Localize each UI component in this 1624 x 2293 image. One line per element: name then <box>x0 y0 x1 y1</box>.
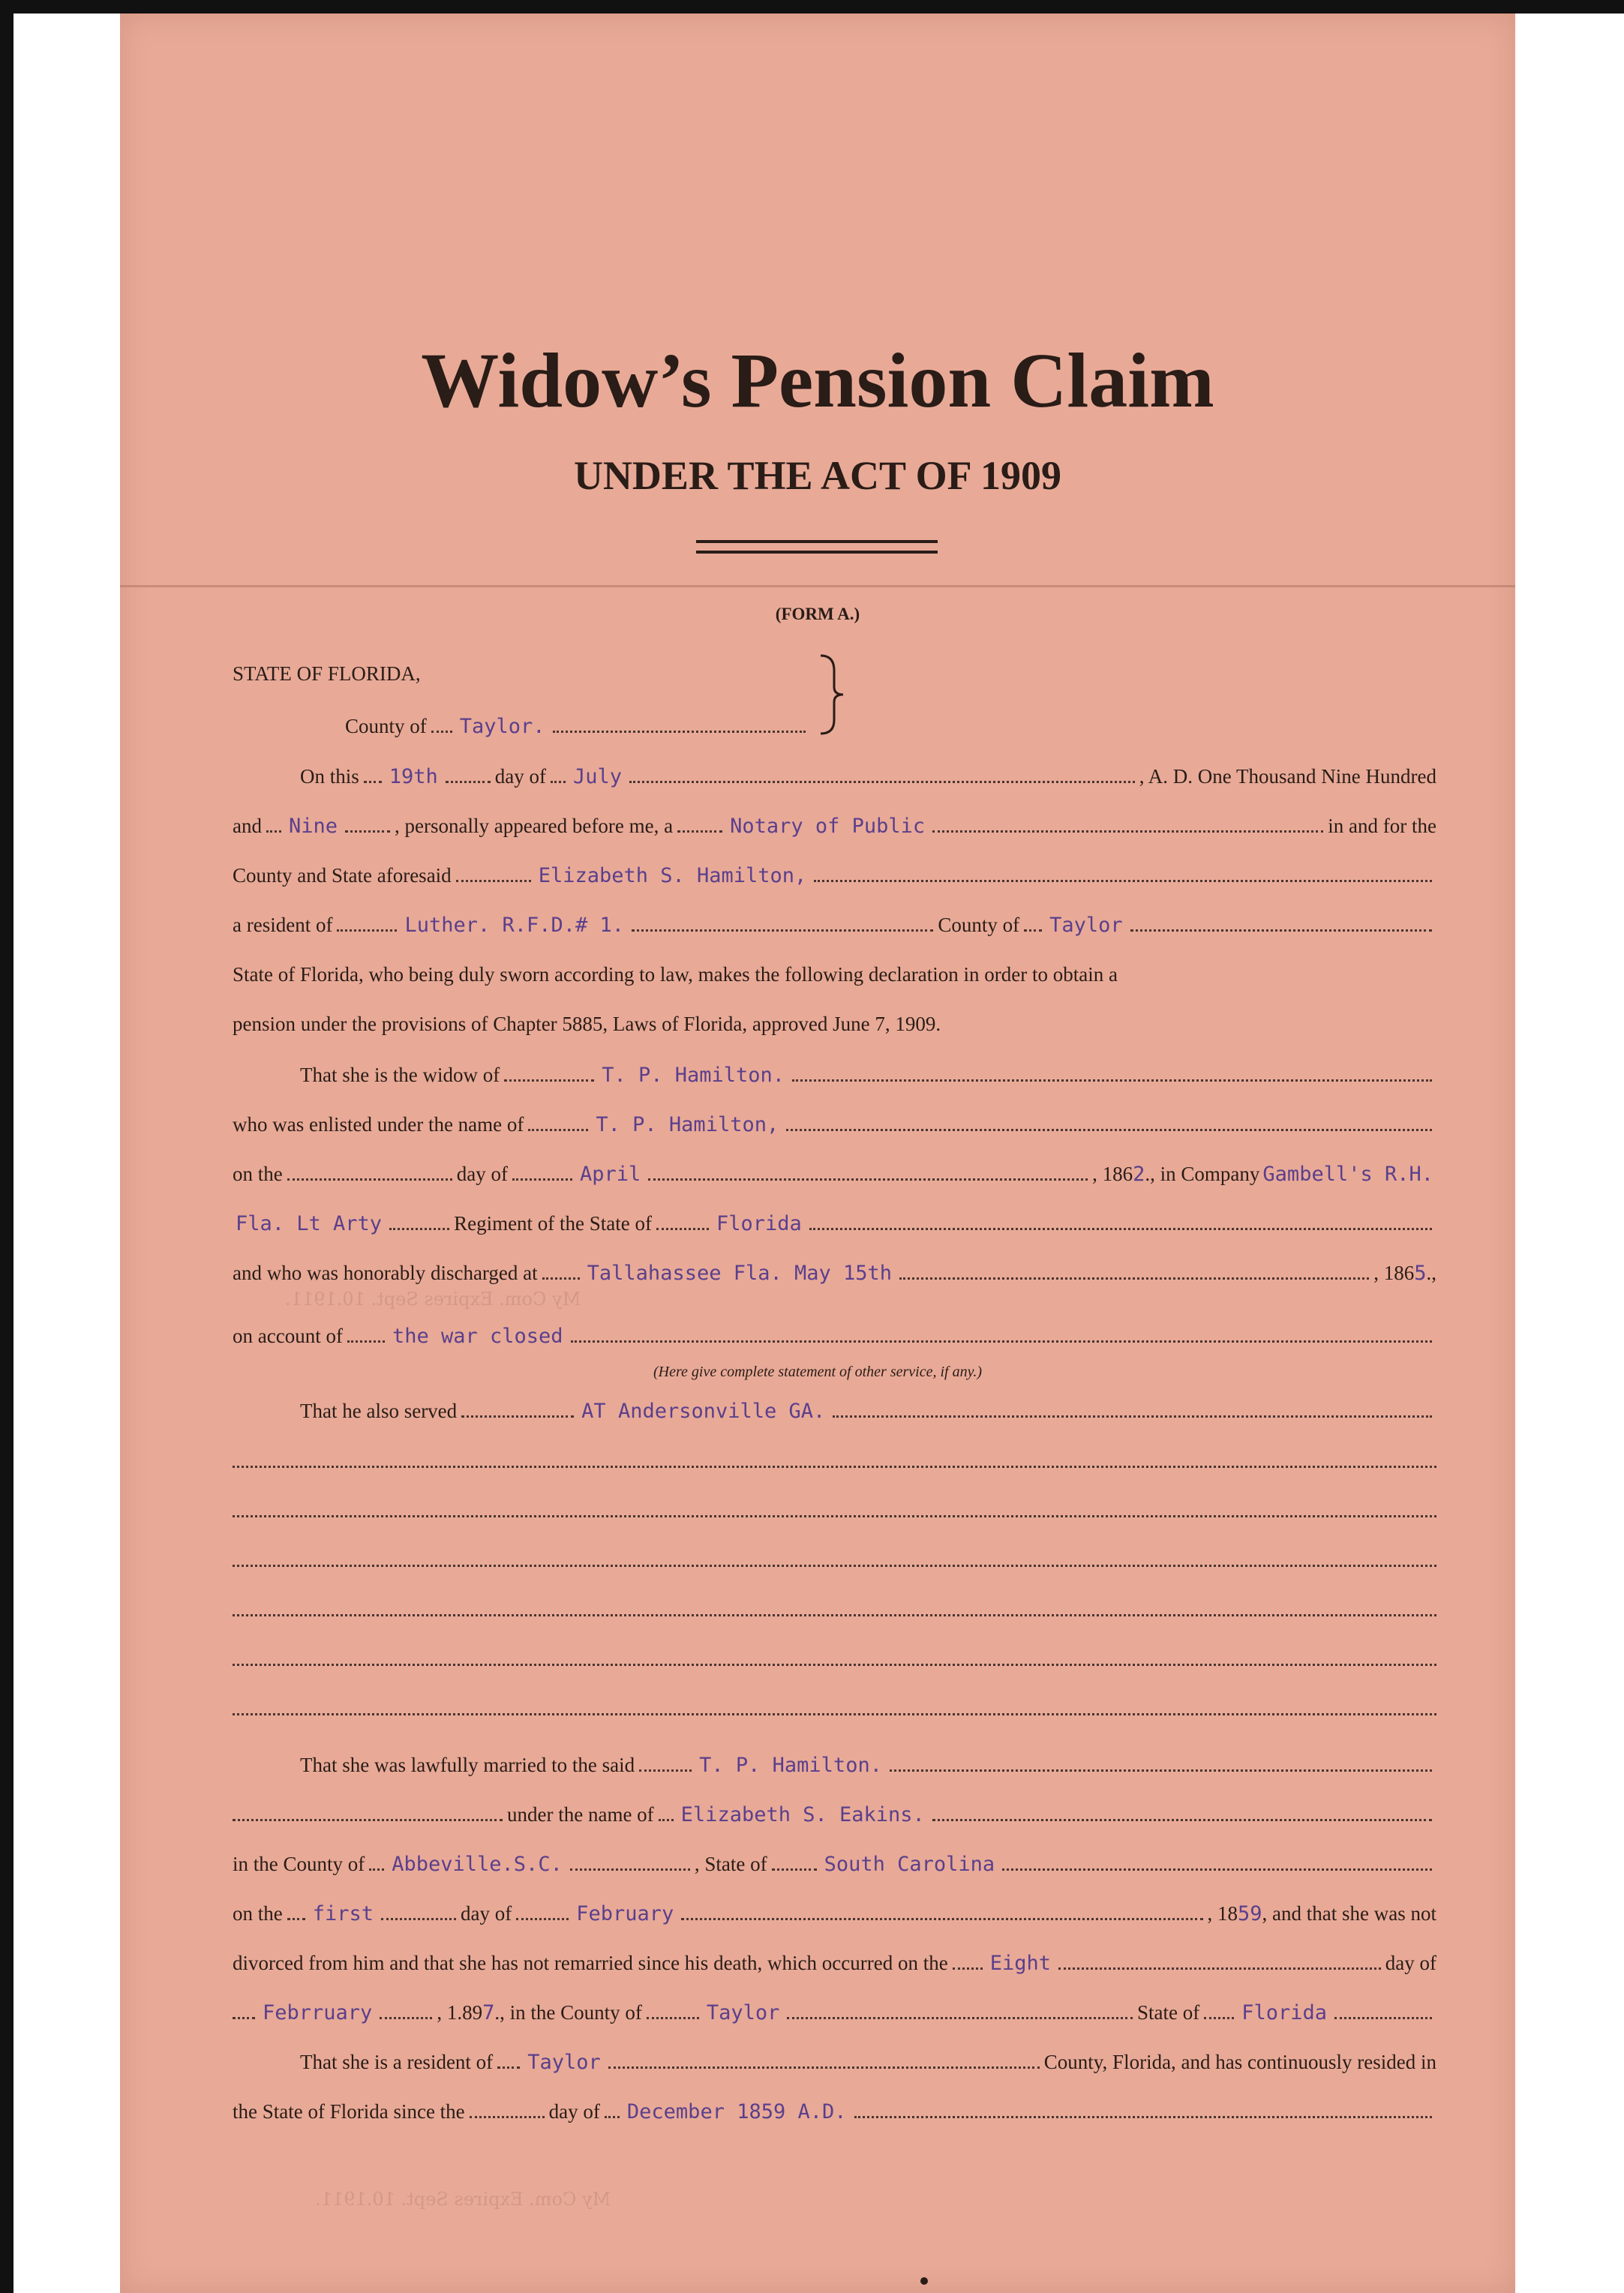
residence-value: Luther. R.F.D.# 1. <box>404 914 625 937</box>
death-state-value: Florida <box>1241 2001 1327 2024</box>
ink-dot <box>920 2277 928 2285</box>
blank-line-4 <box>233 1614 1436 1616</box>
year-value: Nine <box>288 815 338 838</box>
residency-county-value: Taylor <box>527 2051 601 2074</box>
county-value: Taylor. <box>459 715 545 738</box>
discharge-value: Tallahassee Fla. May 15th <box>587 1262 893 1285</box>
blank-line-6 <box>233 1713 1436 1715</box>
husband-value: T. P. Hamilton. <box>602 1064 785 1087</box>
day-value: 19th <box>389 765 438 788</box>
enlist-year-value: 2 <box>1133 1163 1145 1186</box>
form-label: (FORM A.) <box>775 605 860 623</box>
affidavit-line-1: On this 19th day of July , A. D. One Thousand Nine Hundred <box>300 765 1436 788</box>
also-served-line: That he also served AT Andersonville GA. <box>300 1400 1436 1433</box>
service-line-1: That she is the widow of T. P. Hamilton. <box>300 1064 1436 1097</box>
blank-line-3 <box>233 1565 1436 1567</box>
marriage-line-5: divorced from him and that she has not remarried since his death, which occurred on the Eight day of <box>233 1952 1436 1975</box>
bleed-through-text: My Com. Expires Sept. 10.1911. <box>285 1289 581 1310</box>
blank-line-2 <box>233 1515 1436 1517</box>
service-line-6: on account of the war closed <box>233 1325 1436 1358</box>
pension-form-page <box>120 14 1515 2293</box>
bleed-through-text-bottom: My Com. Expires Sept. 10.1911. <box>315 2189 611 2210</box>
maiden-name-value: Elizabeth S. Eakins. <box>680 1803 925 1826</box>
service-line-3: on the day of April , 186 2 ., in Company Gambell's R.H. <box>233 1163 1433 1186</box>
title-rule-bottom <box>696 551 938 554</box>
death-month-value: Febrruary <box>263 2001 373 2024</box>
residency-since-value: December 1859 A.D. <box>626 2100 847 2123</box>
residency-line-1: That she is a resident of Taylor County, Florida, and has continuously resided in <box>300 2051 1436 2074</box>
service-line-4: Fla. Lt Arty Regiment of the State of Florida <box>233 1212 1436 1245</box>
paper-fold-line <box>120 585 1515 587</box>
form-subtitle: UNDER THE ACT OF 1909 <box>573 453 1062 498</box>
state-line <box>233 662 758 695</box>
scan-left-border <box>0 0 14 2293</box>
enlist-month-value: April <box>579 1163 641 1186</box>
service-state-value: Florida <box>716 1212 802 1235</box>
marriage-line-2: under the name of Elizabeth S. Eakins. <box>233 1803 1436 1836</box>
discharge-year-value: 5 <box>1414 1262 1427 1285</box>
marriage-line-6: Febrruary , 1.89 7 ., in the County of Taylor State of Florida <box>233 2001 1436 2034</box>
residency-line-2: the State of Florida since the day of December 1859 A.D. <box>233 2100 1436 2133</box>
company-value: Gambell's R.H. <box>1262 1163 1433 1186</box>
reason-value: the war closed <box>392 1325 563 1348</box>
marriage-county-value: Abbeville.S.C. <box>392 1853 563 1876</box>
marriage-day-value: first <box>312 1902 374 1925</box>
death-day-value: Eight <box>989 1952 1051 1975</box>
marriage-line-4: on the first day of February , 18 59 , and that she was not <box>233 1902 1436 1925</box>
venue-brace <box>818 653 848 737</box>
enlisted-value: T. P. Hamilton, <box>596 1113 779 1136</box>
affidavit-line-4: a resident of Luther. R.F.D.# 1. County of Taylor <box>233 914 1436 947</box>
death-year-value: 7 <box>482 2001 495 2024</box>
title-rule-top <box>696 540 938 543</box>
county-line <box>345 715 810 748</box>
affidavit-line-6: pension under the provisions of Chapter 5885, Laws of Florida, approved June 7, 1909. <box>233 1013 941 1035</box>
county-label: County of <box>345 715 427 737</box>
blank-line-1 <box>233 1466 1436 1468</box>
marriage-line-3: in the County of Abbeville.S.C. , State of South Carolina <box>233 1853 1436 1886</box>
other-service-note: (Here give complete statement of other service, if any.) <box>653 1364 982 1380</box>
regiment-prefix-value: Fla. Lt Arty <box>236 1212 383 1235</box>
marriage-year-value: 59 <box>1238 1902 1262 1925</box>
blank-line-5 <box>233 1664 1436 1666</box>
marriage-state-value: South Carolina <box>824 1853 995 1876</box>
applicant-value: Elizabeth S. Hamilton, <box>538 864 807 887</box>
marriage-line-1: That she was lawfully married to the said T. P. Hamilton. <box>300 1754 1436 1787</box>
month-value: July <box>573 765 623 788</box>
also-served-value: AT Andersonville GA. <box>581 1400 826 1423</box>
marriage-month-value: February <box>576 1902 674 1925</box>
affidavit-line-2: and Nine , personally appeared before me, a Notary of Public in and for the <box>233 815 1436 838</box>
death-county-value: Taylor <box>706 2001 780 2024</box>
officer-value: Notary of Public <box>730 815 926 838</box>
married-to-value: T. P. Hamilton. <box>699 1754 882 1777</box>
scan-top-border <box>0 0 1624 14</box>
service-line-2: who was enlisted under the name of T. P. Hamilton, <box>233 1113 1436 1146</box>
service-line-5: and who was honorably discharged at Tallahassee Fla. May 15th , 186 5 ., <box>233 1262 1436 1285</box>
form-title: Widow’s Pension Claim <box>421 338 1214 424</box>
affidavit-line-3: County and State aforesaid Elizabeth S. Hamilton, <box>233 864 1436 897</box>
state-label: STATE OF FLORIDA, <box>233 662 421 685</box>
affidavit-line-5: State of Florida, who being duly sworn according to law, makes the following declaration in order to obtain a <box>233 963 1118 986</box>
residence-county-value: Taylor <box>1049 914 1123 937</box>
